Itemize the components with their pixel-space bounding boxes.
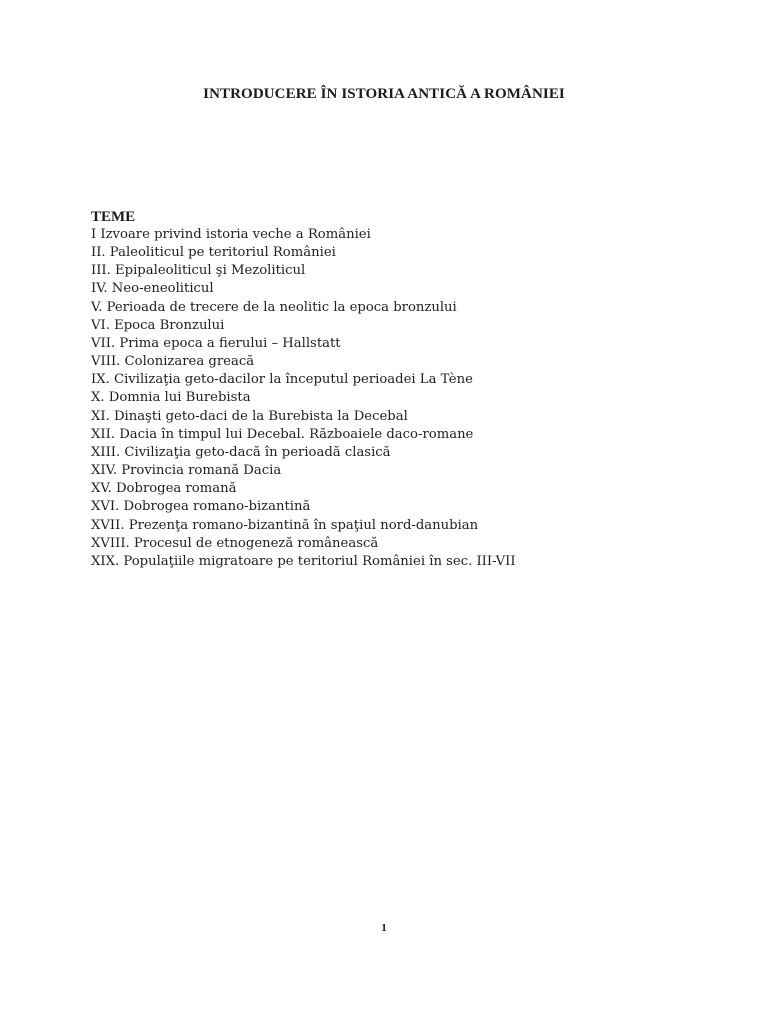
theme-item: XVI. Dobrogea romano-bizantină — [91, 499, 311, 515]
theme-item: XIV. Provincia romană Dacia — [91, 463, 282, 479]
theme-item: VI. Epoca Bronzului — [91, 317, 225, 333]
page-number: 1 — [381, 922, 387, 934]
theme-item: XII. Dacia în timpul lui Decebal. Războaiele daco-romane — [91, 426, 474, 442]
document-title: INTRODUCERE ÎN ISTORIA ANTICĂ A ROMÂNIEI — [203, 86, 565, 102]
theme-item: VIII. Colonizarea greacă — [91, 354, 255, 370]
theme-item: IV. Neo-eneoliticul — [91, 281, 214, 297]
theme-item: VII. Prima epoca a fierului – Hallstatt — [91, 335, 341, 351]
theme-item: V. Perioada de trecere de la neolitic la epoca bronzului — [91, 299, 457, 315]
theme-item: III. Epipaleoliticul şi Mezoliticul — [91, 263, 306, 279]
theme-item: XVII. Prezenţa romano-bizantină în spaţiul nord-danubian — [91, 517, 479, 533]
theme-item: X. Domnia lui Burebista — [91, 390, 251, 406]
theme-item: XVIII. Procesul de etnogeneză românească — [91, 535, 379, 551]
theme-item: II. Paleoliticul pe teritoriul României — [91, 245, 336, 261]
theme-item: XIII. Civilizaţia geto-dacă în perioadă clasică — [91, 444, 391, 460]
themes-heading: TEME — [91, 209, 136, 225]
theme-item: IX. Civilizaţia geto-dacilor la începutul perioadei La Tène — [91, 372, 473, 388]
themes-list — [91, 226, 691, 571]
theme-item: XI. Dinaşti geto-daci de la Burebista la Decebal — [91, 408, 408, 424]
theme-item: XV. Dobrogea romană — [91, 481, 237, 497]
theme-item: I Izvoare privind istoria veche a României — [91, 227, 371, 242]
themes-section — [91, 208, 691, 571]
theme-item: XIX. Populaţiile migratoare pe teritoriul României în sec. III-VII — [91, 553, 516, 569]
